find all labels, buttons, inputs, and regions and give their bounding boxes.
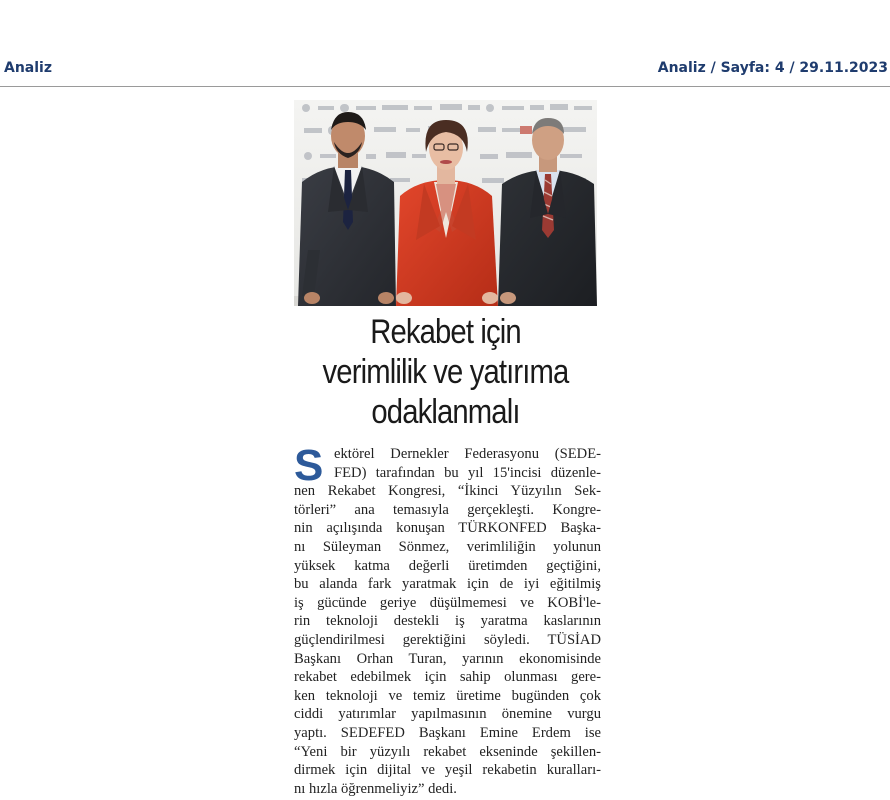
body-line: rin teknoloji destekli iş yaratma kaslarının (294, 613, 601, 630)
body-line: törleri” ana temasıyla gerçekleşti. Kongre- (294, 501, 601, 518)
body-line: nı Süleyman Sönmez, verimliliğin yolunun (294, 538, 601, 555)
headline-line: odaklanmalı (371, 393, 520, 431)
body-line: FED) tarafından bu yıl 15'incisi düzenle- (334, 464, 601, 481)
body-line: ciddi yatırımlar yapılmasının önemine vurgu (294, 706, 601, 723)
body-line: Başkanı Orhan Turan, yarının ekonomisinde (294, 650, 601, 667)
body-line: iş gücünde geriye düşülmemesi ve KOBİ'le- (294, 594, 601, 611)
source-info: Analiz / Sayfa: 4 / 29.11.2023 (657, 60, 888, 76)
body-line: nin açılışında konuşan TÜRKONFED Başka- (294, 520, 601, 537)
body-line: yüksek katma değerli üretimden geçtiğini, (294, 557, 601, 574)
article-headline (315, 312, 576, 432)
body-line: nen Rekabet Kongresi, “İkinci Yüzyılın Sek- (294, 483, 601, 500)
body-line: ken teknoloji ve temiz üretime bugünden çok (294, 687, 601, 704)
headline-line: Rekabet için (370, 313, 521, 351)
page-header (0, 58, 890, 87)
body-line: ektörel Dernekler Federasyonu (SEDE- (334, 446, 601, 462)
article-photo (294, 100, 597, 306)
headline-line: verimlilik ve yatırıma (322, 353, 569, 391)
body-line: yaptı. SEDEFED Başkanı Emine Erdem ise (294, 724, 601, 741)
drop-cap: S (294, 441, 324, 490)
body-line: güçlendirilmesi gerektiğini söyledi. TÜSİAD (294, 631, 601, 648)
section-label: Analiz (4, 60, 52, 76)
body-line: “Yeni bir yüzyılı rekabet ekseninde şekillen- (294, 743, 601, 760)
body-line: nı hızla öğrenmeliyiz” dedi. (294, 780, 457, 797)
body-line: dirmek için dijital ve yeşil rekabetin kuralları- (294, 762, 601, 779)
article-body (294, 441, 601, 798)
body-line: bu alanda fark yaratmak için de iyi eğitilmiş (294, 576, 601, 593)
body-line: rekabet edebilmek için sahip olunması gere- (294, 669, 601, 686)
